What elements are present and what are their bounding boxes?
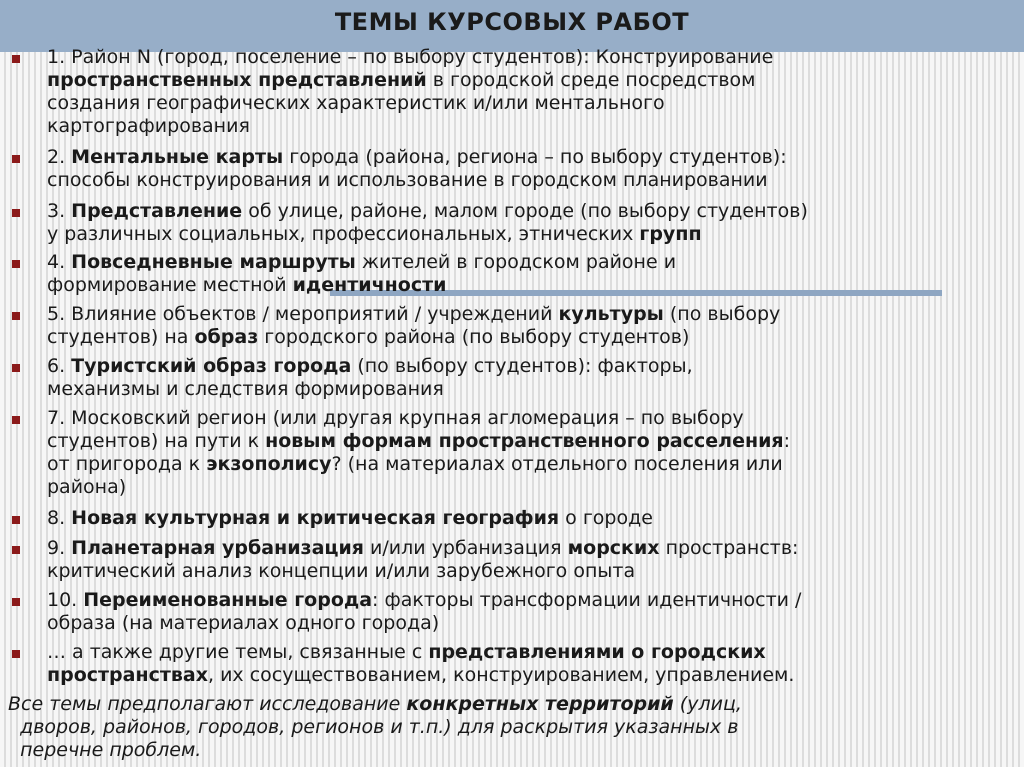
text-run: об улице, районе, малом городе (по выбору студентов) у различных социальных, профессиональных, этнических <box>47 200 808 245</box>
topic-text <box>47 355 1012 401</box>
text-run: : от пригорода к <box>47 430 791 475</box>
bold-term: Повседневные маршруты <box>71 251 356 273</box>
bold-term: Переименованные города <box>83 589 373 611</box>
bold-term: групп <box>639 223 702 245</box>
text-run: (по выбору студентов) на <box>47 303 781 348</box>
text-run: жителей в городском районе и формирование местной <box>47 251 677 296</box>
bullet-square-icon <box>12 416 20 424</box>
text-run: (по выбору студентов): факторы, механизмы и следствия формирования <box>47 355 693 400</box>
bullet-square-icon <box>12 209 20 217</box>
text-run: , их сосуществованием, конструированием, управлением. <box>207 664 795 686</box>
text-run: пространств: критический анализ концепции и/или зарубежного опыта <box>47 537 799 582</box>
topic-text <box>47 589 1012 635</box>
topic-text <box>47 200 1012 246</box>
text-run: 10. <box>47 589 84 611</box>
bold-term: экзополису <box>206 453 332 475</box>
text-run: … а также другие темы, связанные с <box>47 641 429 663</box>
bold-term: пространственных представлений <box>47 69 427 91</box>
text-run: о городе <box>559 507 653 529</box>
bullet-square-icon <box>12 55 20 63</box>
slide-title: ТЕМЫ КУРСОВЫХ РАБОТ <box>334 8 690 36</box>
topic-text <box>47 507 1012 530</box>
text-run: (улиц, дворов, районов, городов, регионов и т.п.) для раскрытия указанных в перечне проблем. <box>20 693 742 761</box>
bold-term: идентичности <box>292 274 447 296</box>
bold-term: образ <box>194 326 259 348</box>
bullet-square-icon <box>12 364 20 372</box>
topic-text <box>47 641 1012 687</box>
topic-text <box>47 251 1012 297</box>
topic-text <box>47 407 1012 499</box>
text-run: 6. <box>47 355 72 377</box>
text-run: 2. <box>47 146 72 168</box>
text-run: в городской среде посредством создания географических характеристик и/или ментального картографирования <box>47 69 756 137</box>
topic-text <box>47 303 1012 349</box>
text-run: 5. Влияние объектов / мероприятий / учреждений <box>47 303 559 325</box>
text-run: 4. <box>47 251 72 273</box>
text-run: города (района, региона – по выбору студентов): способы конструирования и использование в городском планировании <box>47 146 787 191</box>
bullet-square-icon <box>12 260 20 268</box>
bold-term: Ментальные карты <box>71 146 284 168</box>
bold-term: Представление <box>71 200 243 222</box>
text-run: 1. Район N (город, поселение – по выбору студентов): Конструирование <box>47 46 774 68</box>
text-run: Все темы предполагают исследование <box>8 693 407 715</box>
bold-term: морских <box>567 537 660 559</box>
bold-term: конкретных территорий <box>406 693 674 715</box>
footer-note <box>8 693 1008 762</box>
bullet-square-icon <box>12 546 20 554</box>
text-run: 9. <box>47 537 72 559</box>
bold-term: культуры <box>558 303 664 325</box>
bold-term: Туристский образ города <box>71 355 352 377</box>
bold-term: Новая культурная и критическая география <box>71 507 560 529</box>
text-run: 7. Московский регион (или другая крупная агломерация – по выбору студентов) на пути к <box>47 407 744 452</box>
text-run: 8. <box>47 507 72 529</box>
topic-text <box>47 146 1012 192</box>
bullet-square-icon <box>12 312 20 320</box>
bold-term: представлениями о городских пространствах <box>47 641 766 686</box>
text-run: ? (на материалах отдельного поселения или района) <box>47 453 783 498</box>
bullet-square-icon <box>12 516 20 524</box>
bullet-square-icon <box>12 650 20 658</box>
topic-text <box>47 46 1012 138</box>
bold-term: новым формам пространственного расселения <box>265 430 784 452</box>
topic-text <box>47 537 1012 583</box>
text-run: 3. <box>47 200 72 222</box>
bold-term: Планетарная урбанизация <box>71 537 364 559</box>
text-run: городского района (по выбору студентов) <box>258 326 690 348</box>
bullet-square-icon <box>12 598 20 606</box>
text-run: и/или урбанизация <box>364 537 568 559</box>
text-run: : факторы трансформации идентичности / образа (на материалах одного города) <box>47 589 802 634</box>
bullet-square-icon <box>12 155 20 163</box>
